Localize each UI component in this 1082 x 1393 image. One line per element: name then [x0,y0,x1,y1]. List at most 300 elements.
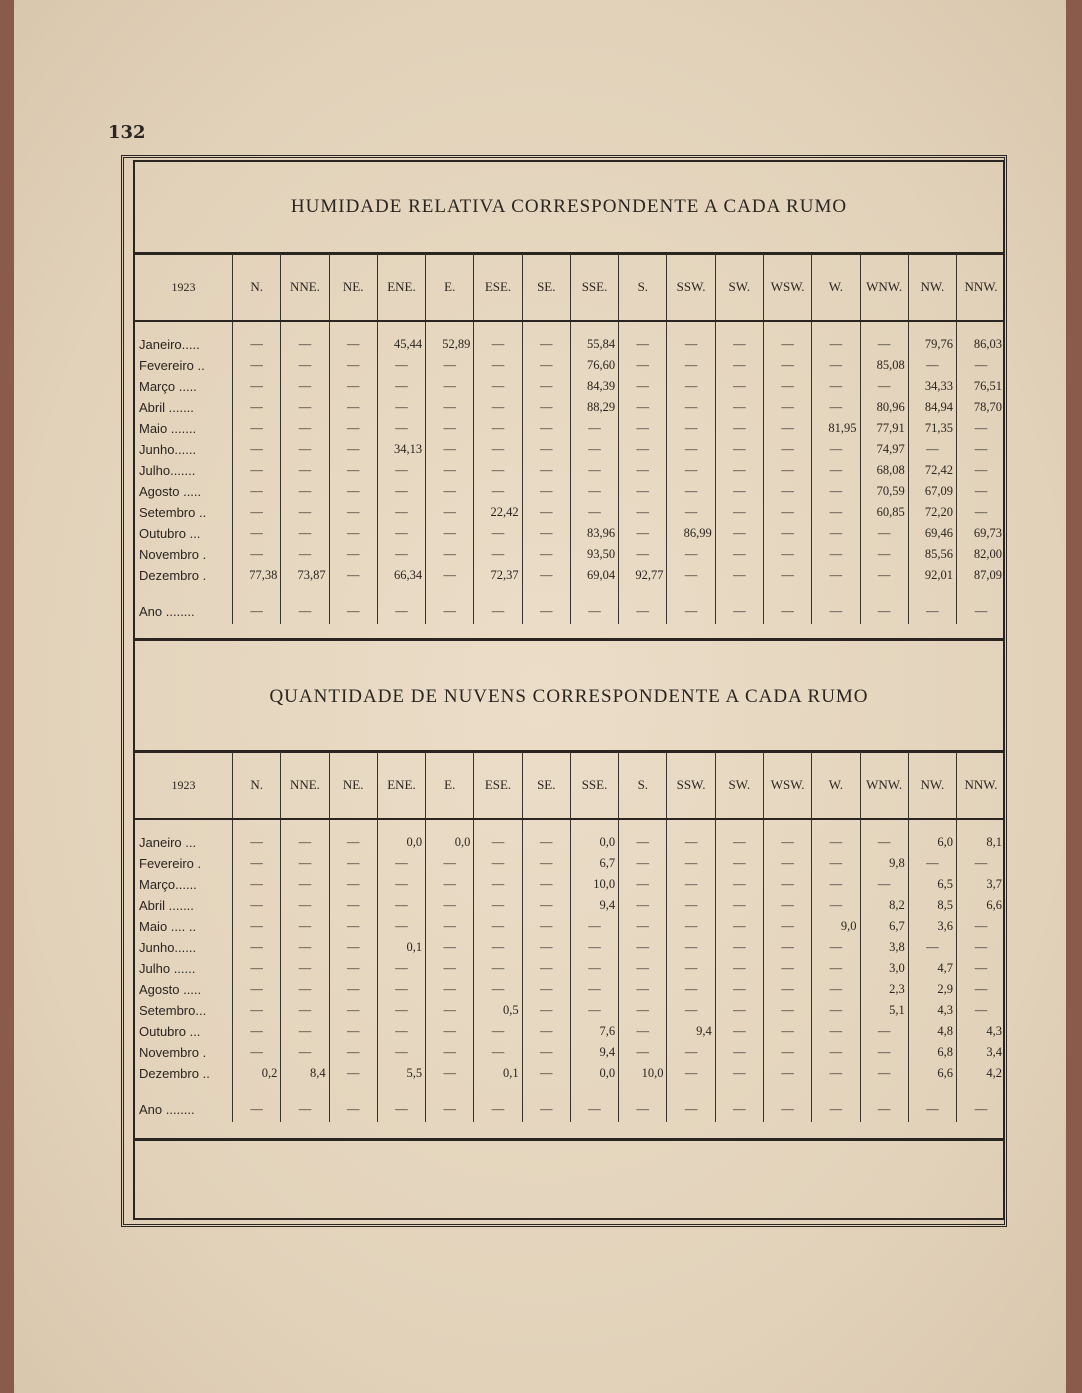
data-cell: — [377,958,425,979]
data-cell: — [426,937,474,958]
data-cell: 72,42 [908,460,956,481]
data-cell: — [715,853,763,874]
data-cell: — [474,874,522,895]
data-cell: — [763,334,811,355]
data-cell: — [522,502,570,523]
spacer-cell [715,321,763,334]
data-cell: 9,8 [860,853,908,874]
data-cell: 3,4 [957,1042,1005,1063]
data-cell: — [619,1096,667,1122]
data-cell: — [812,1063,860,1084]
spacer-cell [135,1084,233,1096]
data-cell: — [281,1042,329,1063]
data-cell: — [715,1042,763,1063]
data-cell: — [715,895,763,916]
month-label: Maio ....... [139,421,197,436]
spacer-cell [329,1084,377,1096]
spacer-cell [957,1084,1005,1096]
data-cell: — [426,1063,474,1084]
spacer-cell [570,1084,618,1096]
month-label: Janeiro..... [139,337,200,352]
column-header: NE. [329,752,377,819]
data-cell: 0,0 [426,832,474,853]
column-header: E. [426,254,474,321]
month-label: Dezembro .. [139,1066,210,1081]
data-cell: 8,5 [908,895,956,916]
data-cell: — [329,460,377,481]
spacer-cell [135,819,233,832]
data-cell: — [763,439,811,460]
column-header: WSW. [763,254,811,321]
data-cell: — [329,1063,377,1084]
spacer-cell [474,586,522,598]
data-cell: — [860,376,908,397]
spacer-cell [715,819,763,832]
data-cell: — [667,355,715,376]
data-cell: 87,09 [957,565,1005,586]
data-cell: — [715,1063,763,1084]
spacer-cell [233,819,281,832]
data-cell: — [763,598,811,624]
data-cell: 3,8 [860,937,908,958]
spacer-cell [860,321,908,334]
data-cell: — [667,502,715,523]
data-cell: — [522,523,570,544]
data-cell: 0,0 [570,832,618,853]
data-cell: 76,60 [570,355,618,376]
data-cell: — [426,1096,474,1122]
data-cell: — [233,1000,281,1021]
data-cell: 52,89 [426,334,474,355]
data-cell: — [763,1042,811,1063]
spacer-cell [667,1084,715,1096]
spacer-cell [329,321,377,334]
data-cell: 0,0 [570,1063,618,1084]
data-cell: 60,85 [860,502,908,523]
spacer-cell [715,586,763,598]
data-cell: 73,87 [281,565,329,586]
column-header: SW. [715,254,763,321]
data-cell: — [281,1021,329,1042]
data-cell: — [763,958,811,979]
data-cell: — [763,481,811,502]
column-header: SSE. [570,254,618,321]
spacer-cell [522,819,570,832]
data-cell: — [763,355,811,376]
data-cell: 34,33 [908,376,956,397]
spacer-cell [812,321,860,334]
data-cell: 6,8 [908,1042,956,1063]
data-cell: — [377,1042,425,1063]
data-cell: — [763,937,811,958]
data-cell: — [233,598,281,624]
data-cell: — [619,334,667,355]
data-cell: 2,3 [860,979,908,1000]
data-cell: — [474,439,522,460]
data-cell: — [281,874,329,895]
month-label: Julho....... [139,463,196,478]
data-cell: 0,5 [474,1000,522,1021]
column-header: WSW. [763,752,811,819]
data-cell: — [957,418,1005,439]
data-cell: — [522,853,570,874]
spacer-cell [377,819,425,832]
data-cell: — [281,355,329,376]
spacer-cell [908,586,956,598]
data-cell: — [667,418,715,439]
spacer-cell [812,586,860,598]
data-cell: — [281,481,329,502]
data-cell: — [329,895,377,916]
data-cell: — [329,523,377,544]
data-cell: — [860,544,908,565]
data-cell: — [329,355,377,376]
data-cell: — [715,874,763,895]
data-cell: 88,29 [570,397,618,418]
data-cell: — [329,1042,377,1063]
data-cell: 3,6 [908,916,956,937]
data-cell: — [474,481,522,502]
data-cell: — [233,1042,281,1063]
data-cell: 78,70 [957,397,1005,418]
data-cell: — [522,1096,570,1122]
data-cell: — [667,481,715,502]
data-cell: 69,04 [570,565,618,586]
column-header: W. [812,254,860,321]
data-cell: — [329,439,377,460]
data-cell: — [233,334,281,355]
data-cell: 6,6 [908,1063,956,1084]
data-cell: — [522,958,570,979]
data-cell: 0,0 [377,832,425,853]
spacer-cell [860,819,908,832]
data-cell: — [474,418,522,439]
data-cell: — [233,979,281,1000]
spacer-cell [426,819,474,832]
month-label: Ano ........ [139,603,195,619]
data-cell: — [377,376,425,397]
data-cell: — [763,418,811,439]
month-label: Janeiro ... [139,835,197,850]
table-row [135,1021,1005,1042]
data-cell: — [812,1000,860,1021]
data-cell: 5,1 [860,1000,908,1021]
data-cell: — [957,502,1005,523]
table-row [135,1000,1005,1021]
data-cell: — [281,418,329,439]
data-cell: — [522,937,570,958]
data-cell: — [715,1000,763,1021]
data-cell: — [667,958,715,979]
spacer-cell [908,321,956,334]
data-cell: — [329,1021,377,1042]
data-cell: — [522,544,570,565]
data-cell: — [522,376,570,397]
data-cell: — [426,598,474,624]
data-cell: — [522,397,570,418]
data-cell: — [474,598,522,624]
table-row [135,355,1005,376]
data-cell: — [667,460,715,481]
data-cell: 10,0 [570,874,618,895]
data-cell: 55,84 [570,334,618,355]
data-cell: — [667,397,715,418]
data-cell: — [619,1042,667,1063]
data-cell: — [377,397,425,418]
table-title-humidity: HUMIDADE RELATIVA CORRESPONDENTE A CADA RUMO [290,196,848,217]
data-cell: — [860,832,908,853]
data-cell: — [522,439,570,460]
data-cell: — [377,598,425,624]
data-cell: — [522,418,570,439]
data-cell: — [474,334,522,355]
column-header: ENE. [377,752,425,819]
data-cell: — [957,598,1005,624]
data-cell: — [377,1021,425,1042]
data-cell: — [329,1096,377,1122]
spacer-cell [329,819,377,832]
data-cell: 71,35 [908,418,956,439]
data-cell: — [426,565,474,586]
data-cell: — [860,1063,908,1084]
spacer-cell [281,586,329,598]
data-cell: 80,96 [860,397,908,418]
data-cell: 66,34 [377,565,425,586]
data-cell: 85,56 [908,544,956,565]
data-cell: — [763,1000,811,1021]
data-cell: — [281,523,329,544]
data-cell: — [474,937,522,958]
month-label: Setembro .. [139,505,207,520]
data-cell: — [570,979,618,1000]
spacer-cell [763,321,811,334]
column-header: SE. [522,752,570,819]
data-cell: — [957,958,1005,979]
data-cell: — [233,853,281,874]
data-cell: — [233,397,281,418]
data-cell: — [763,1096,811,1122]
data-cell: — [619,937,667,958]
data-cell: — [281,1000,329,1021]
spacer-cell [426,321,474,334]
table-row [135,853,1005,874]
data-cell: — [570,439,618,460]
spacer-cell [426,586,474,598]
data-cell: — [715,334,763,355]
month-label: Outubro ... [139,1024,201,1039]
data-cell: 7,6 [570,1021,618,1042]
data-cell: — [619,874,667,895]
data-cell: — [426,418,474,439]
column-header: NNW. [957,752,1005,819]
data-cell: — [377,418,425,439]
data-cell: — [474,895,522,916]
data-cell: — [233,418,281,439]
data-cell: — [619,418,667,439]
data-cell: — [957,481,1005,502]
spacer-cell [570,321,618,334]
data-cell: — [281,853,329,874]
data-cell: — [957,916,1005,937]
data-cell: — [233,874,281,895]
data-cell: — [715,460,763,481]
data-cell: — [619,502,667,523]
data-cell: — [426,460,474,481]
month-label: Março...... [139,877,197,892]
table-row [135,502,1005,523]
data-cell: — [715,832,763,853]
spacer-cell [281,1084,329,1096]
data-cell: 84,94 [908,397,956,418]
data-cell: — [812,523,860,544]
data-cell: — [233,376,281,397]
data-cell: — [474,523,522,544]
data-cell: 92,77 [619,565,667,586]
column-header: SE. [522,254,570,321]
spacer-cell [715,1084,763,1096]
data-cell: 82,00 [957,544,1005,565]
table-row [135,598,1005,624]
data-cell: — [281,937,329,958]
data-cell: 86,03 [957,334,1005,355]
spacer-cell [522,321,570,334]
data-cell: — [667,1042,715,1063]
data-cell: 8,4 [281,1063,329,1084]
data-cell: — [329,598,377,624]
data-cell: — [233,502,281,523]
data-cell: — [812,397,860,418]
data-cell: — [522,1000,570,1021]
spacer-cell [426,1084,474,1096]
month-label: Abril ....... [139,898,194,913]
spacer-cell [329,586,377,598]
data-cell: — [522,1063,570,1084]
month-label: Abril ....... [139,400,194,415]
month-label: Outubro ... [139,526,201,541]
data-cell: — [812,937,860,958]
data-cell: 6,7 [860,916,908,937]
column-header: S. [619,254,667,321]
data-cell: 9,4 [570,1042,618,1063]
data-cell: — [233,895,281,916]
data-cell: — [812,979,860,1000]
data-cell: — [860,598,908,624]
data-cell: — [860,1021,908,1042]
data-cell: — [570,958,618,979]
table-row [135,460,1005,481]
month-label: Março ..... [139,379,197,394]
spacer-cell [135,321,233,334]
data-cell: — [233,439,281,460]
data-cell: 81,95 [812,418,860,439]
column-header: N. [233,254,281,321]
data-cell: — [715,544,763,565]
data-cell: 6,0 [908,832,956,853]
data-cell: — [667,1000,715,1021]
data-cell: — [474,1042,522,1063]
spacer-cell [619,819,667,832]
data-cell: — [329,397,377,418]
data-cell: — [812,874,860,895]
column-header: NNE. [281,254,329,321]
data-cell: — [329,874,377,895]
data-cell: — [426,1000,474,1021]
data-cell: 0,2 [233,1063,281,1084]
month-label: Fevereiro . [139,856,202,871]
month-label: Novembro . [139,547,207,562]
data-cell: — [233,355,281,376]
data-cell: — [619,916,667,937]
data-cell: 93,50 [570,544,618,565]
data-cell: — [426,916,474,937]
data-cell: — [908,937,956,958]
data-cell: — [281,376,329,397]
data-cell: — [667,376,715,397]
data-cell: — [619,460,667,481]
table-row [135,916,1005,937]
data-cell: — [233,523,281,544]
data-cell: — [281,832,329,853]
data-cell: — [860,1096,908,1122]
data-cell: — [281,916,329,937]
spacer-cell [281,819,329,832]
data-cell: — [667,916,715,937]
data-cell: — [812,439,860,460]
data-cell: — [957,1096,1005,1122]
rule [135,638,1003,641]
month-label: Fevereiro .. [139,358,205,373]
spacer-cell [377,586,425,598]
data-cell: — [763,1063,811,1084]
data-cell: — [426,979,474,1000]
data-cell: — [957,853,1005,874]
table-row [135,874,1005,895]
data-cell: 3,0 [860,958,908,979]
table-row [135,1063,1005,1084]
data-cell: 9,4 [570,895,618,916]
data-cell: — [474,853,522,874]
data-cell: — [233,481,281,502]
data-cell: — [619,598,667,624]
data-cell: 74,97 [860,439,908,460]
data-cell: — [522,460,570,481]
data-cell: — [860,523,908,544]
data-cell: — [812,376,860,397]
data-cell: 45,44 [377,334,425,355]
data-cell: — [860,334,908,355]
column-header: ENE. [377,254,425,321]
data-cell: — [281,502,329,523]
month-label: Ano ........ [139,1101,195,1117]
column-header: N. [233,752,281,819]
data-cell: — [377,355,425,376]
month-label: Junho...... [139,442,197,457]
month-label: Agosto ..... [139,484,202,499]
data-cell: — [426,439,474,460]
data-cell: 72,20 [908,502,956,523]
page-number: 132 [108,122,146,143]
data-cell: — [329,832,377,853]
column-header: SSW. [667,752,715,819]
data-cell: — [619,1021,667,1042]
spacer-cell [908,1084,956,1096]
column-header: SSE. [570,752,618,819]
column-header: ESE. [474,254,522,321]
data-cell: 34,13 [377,439,425,460]
data-cell: — [715,502,763,523]
year-header: 1923 [171,279,196,294]
column-header: NNW. [957,254,1005,321]
